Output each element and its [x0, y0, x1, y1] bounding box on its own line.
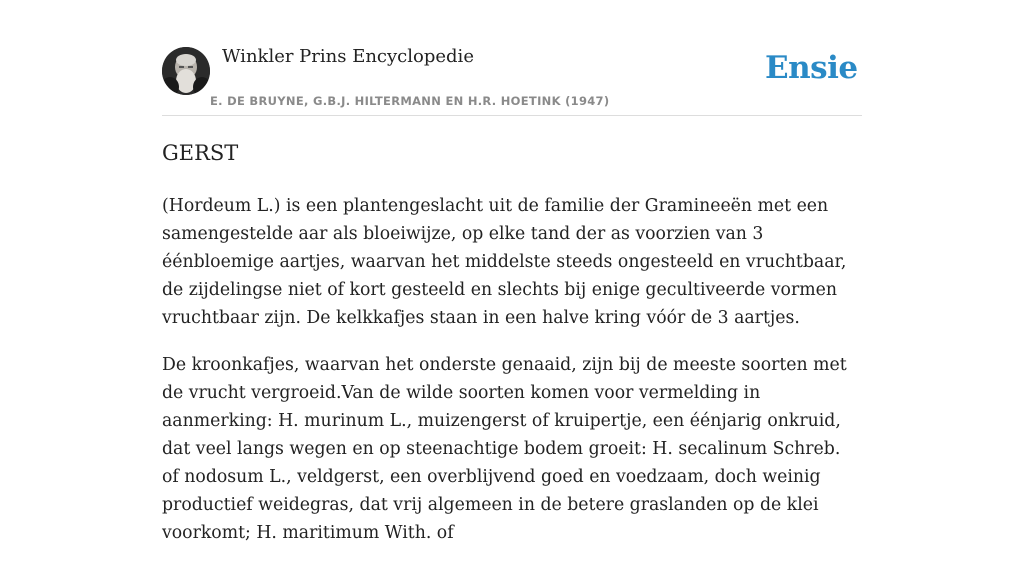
author-avatar [162, 47, 210, 95]
article-paragraph: (Hordeum L.) is een plantengeslacht uit de familie der Gramineeën met een samengestelde aar als bloeiwijze, op elke tand der as voorzien van 3 éénbloemige aartjes, waarvan het middelste steeds ongesteeld en vruchtbaar, de zijdelingse niet of kort gesteeld en slechts bij enige gecultiveerde vormen vruchtbaar zijn. De kelkkafjes staan in een halve kring vóór de 3 aartjes. [162, 196, 847, 328]
article-body [162, 192, 862, 566]
header-divider [162, 115, 862, 116]
site-logo[interactable]: Ensie [765, 50, 858, 86]
publication-title[interactable]: Winkler Prins Encyclopedie [222, 46, 474, 67]
entry-title: GERST [162, 141, 239, 165]
article-paragraph: De kroonkafjes, waarvan het onderste genaaid, zijn bij de meeste soorten met de vrucht vergroeid.Van de wilde soorten komen voor vermelding in aanmerking: H. murinum L., muizengerst of kruipertje, een éénjarig onkruid, dat veel langs wegen en op steenachtige bodem groeit: H. secalinum Schreb. of nodosum L., veldgerst, een overblijvend goed en voedzaam, doch weinig productief weidegras, dat vrij algemeen in de betere graslanden op de klei voorkomt; H. maritimum With. of [162, 355, 847, 543]
publication-authors: E. DE BRUYNE, G.B.J. HILTERMANN EN H.R. HOETINK (1947) [210, 94, 610, 108]
portrait-photo-icon [162, 47, 210, 95]
